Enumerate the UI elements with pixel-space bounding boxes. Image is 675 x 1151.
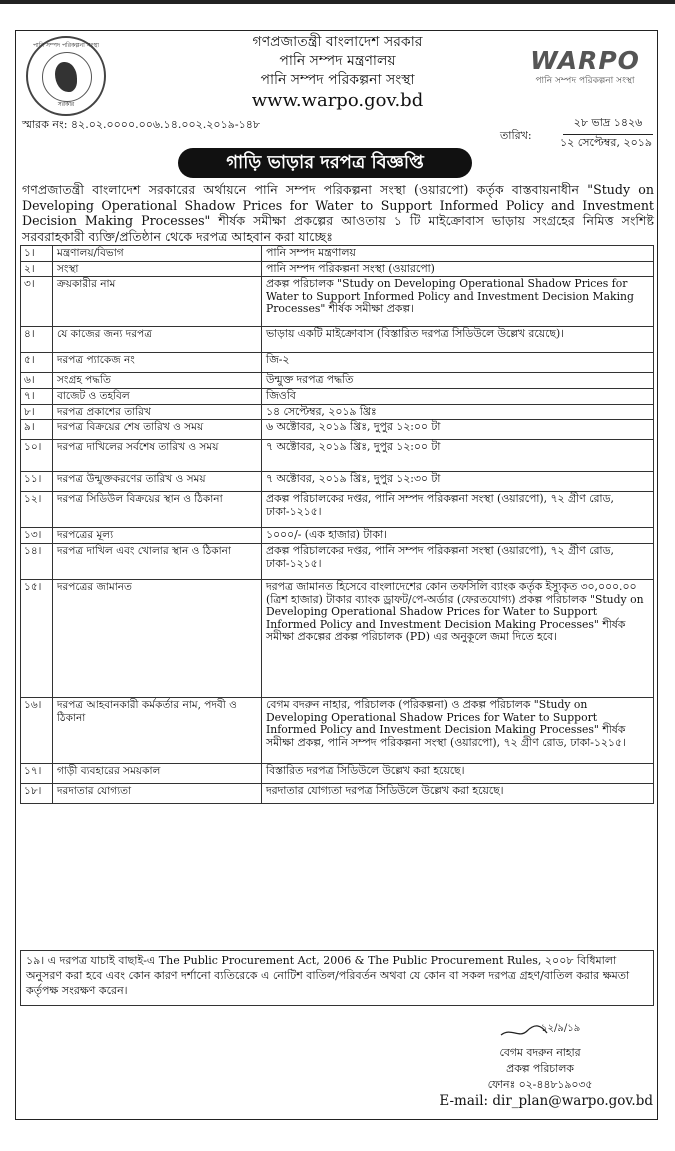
- table-row: [21, 327, 654, 353]
- row-num: ৩।: [21, 277, 53, 327]
- table-row: [21, 246, 654, 262]
- row-num: ২।: [21, 261, 53, 277]
- signer-email: E-mail: dir_plan@warpo.gov.bd: [439, 1093, 653, 1109]
- row-label: সংগ্রহ পদ্ধতি: [53, 373, 262, 389]
- date-bangla: ২৮ ভাদ্র ১৪২৬: [563, 114, 653, 135]
- header-website: www.warpo.gov.bd: [251, 90, 424, 111]
- header-line-government: গণপ্রজাতন্ত্রী বাংলাদেশ সরকার: [252, 34, 423, 50]
- memo-reference: স্মারক নং: ৪২.০২.০০০০.০০৬.১৪.০০২.২০১৯-১৪৮: [22, 118, 260, 131]
- row-label: দরপত্র উন্মুক্তকরণের তারিখ ও সময়: [53, 472, 262, 492]
- intro-paragraph: গণপ্রজাতন্ত্রী বাংলাদেশ সরকারের অর্থায়নে পানি সম্পদ পরিকল্পনা সংস্থা (ওয়ারপো) কর্তৃক বাস্তবায়নাধীন "Study on Developing Operational Shadow Prices for Water to Support Informed Policy and Investment Decision Making Processes" শীর্ষক সমীক্ষা প্রকল্পের আওতায় ১ টি মাইক্রোবাস ভাড়ায় সংগ্রহের নিমিত্ত সংশিষ্ট সরবরাহকারী ব্যক্তি/প্রতিষ্ঠান থেকে দরপত্র আহবান করা যাচ্ছেঃ: [22, 182, 654, 244]
- row-value: ১৪ সেপ্টেম্বর, ২০১৯ খ্রিঃ: [262, 404, 654, 420]
- row-num: ১২।: [21, 492, 53, 528]
- row-num: ১৬।: [21, 698, 53, 764]
- row-value: উন্মুক্ত দরপত্র পদ্ধতি: [262, 373, 654, 389]
- signer-phone: ফোনঃ ০২-৪৪৮১৯০৩৫: [487, 1078, 593, 1091]
- table-row: [21, 580, 654, 698]
- row-num: ১৩।: [21, 528, 53, 544]
- signature-date: ১২/৯/১৯: [541, 1023, 581, 1034]
- top-rule: [0, 0, 675, 4]
- letterhead: [150, 33, 525, 112]
- row-label: দরপত্র দাখিল এবং খোলার স্থান ও ঠিকানা: [53, 544, 262, 580]
- row-value: ৭ অক্টোবর, ২০১৯ খ্রিঃ, দুপুর ১২:০০ টা: [262, 440, 654, 472]
- row-num: ৭।: [21, 389, 53, 405]
- table-row: [21, 528, 654, 544]
- warpo-logo: [520, 46, 650, 88]
- row-num: ৯।: [21, 420, 53, 440]
- table-row: [21, 373, 654, 389]
- row-value: প্রকল্প পরিচালকের দপ্তর, পানি সম্পদ পরিকল্পনা সংস্থা (ওয়ারপো), ৭২ গ্রীণ রোড, ঢাকা-১২১৫।: [262, 492, 654, 528]
- row-label: দরপত্র সিডিউল বিক্রয়ের স্থান ও ঠিকানা: [53, 492, 262, 528]
- tender-details-table: [20, 245, 654, 804]
- logo-text: WARPO: [530, 46, 640, 75]
- row-value: জিওবি: [262, 389, 654, 405]
- row-label: গাড়ী ব্যবহারের সময়কাল: [53, 764, 262, 784]
- table-row: [21, 277, 654, 327]
- row-value: ভাড়ায় একটি মাইক্রোবাস (বিস্তারিত দরপত্র সিডিউলে উল্লেখ রয়েছে)।: [262, 327, 654, 353]
- table-row: [21, 261, 654, 277]
- row-label: দরপত্র প্যাকেজ নং: [53, 353, 262, 373]
- row-value: পানি সম্পদ মন্ত্রণালয়: [262, 246, 654, 262]
- table-row: [21, 492, 654, 528]
- table-row: [21, 353, 654, 373]
- row-label: ক্রয়কারীর নাম: [53, 277, 262, 327]
- row-label: দরপত্র প্রকাশের তারিখ: [53, 404, 262, 420]
- government-seal: [26, 36, 106, 116]
- signer-name: বেগম বদরুন নাহার: [499, 1046, 581, 1059]
- legal-note: ১৯। এ দরপত্র যাচাই বাছাই-এ The Public Procurement Act, 2006 & The Public Procurement Rules, ২০০৮ বিধিমালা অনুসরণ করা হবে এবং কোন কারণ দর্শানো ব্যতিরেকে এ নোটিশ বাতিল/পরিবর্তন অথবা যে কোন বা সকল দরপত্র গ্রহণ/বাতিল করার ক্ষমতা কর্তৃপক্ষ সংরক্ষণ করেন।: [20, 950, 654, 1006]
- row-num: ১।: [21, 246, 53, 262]
- row-label: দরপত্র আহবানকারী কর্মকর্তার নাম, পদবী ও ঠিকানা: [53, 698, 262, 764]
- row-label: বাজেট ও তহবিল: [53, 389, 262, 405]
- row-num: ১৭।: [21, 764, 53, 784]
- row-num: ৮।: [21, 404, 53, 420]
- row-label: দরপত্র বিক্রয়ের শেষ তারিখ ও সময়: [53, 420, 262, 440]
- row-value: বিস্তারিত দরপত্র সিডিউলে উল্লেখ করা হয়েছে।: [262, 764, 654, 784]
- table-row: [21, 544, 654, 580]
- row-label: যে কাজের জন্য দরপত্র: [53, 327, 262, 353]
- row-label: সংস্থা: [53, 261, 262, 277]
- signer-designation: প্রকল্প পরিচালক: [506, 1062, 574, 1075]
- row-value: ৬ অক্টোবর, ২০১৯ খ্রিঃ, দুপুর ১২:০০ টা: [262, 420, 654, 440]
- row-label: দরদাতার যোগ্যতা: [53, 784, 262, 804]
- header-line-agency: পানি সম্পদ পরিকল্পনা সংস্থা: [260, 72, 415, 88]
- row-num: ৪।: [21, 327, 53, 353]
- table-row: [21, 389, 654, 405]
- table-row: [21, 784, 654, 804]
- row-value: পানি সম্পদ পরিকল্পনা সংস্থা (ওয়ারপো): [262, 261, 654, 277]
- row-value: প্রকল্প পরিচালক "Study on Developing Operational Shadow Prices for Water to Support Informed Policy and Investment Decision Making Processes" শীর্ষক সমীক্ষা প্রকল্প।: [262, 277, 654, 327]
- row-label: দরপত্রের মূল্য: [53, 528, 262, 544]
- seal-top-text: পানি সম্পদ পরিকল্পনা সংস্থা: [32, 42, 100, 49]
- row-num: ৬।: [21, 373, 53, 389]
- row-value: বেগম বদরুন নাহার, পরিচালক (পরিকল্পনা) ও প্রকল্প পরিচালক "Study on Developing Operational Shadow Prices for Water to Support Informed Policy and Investment Decision Making Processes" শীর্ষক সমীক্ষা প্রকল্প, পানি সম্পদ পরিকল্পনা সংস্থা (ওয়ারপো), ৭২ গ্রীণ রোড, ঢাকা-১২১৫।: [262, 698, 654, 764]
- row-num: ১১।: [21, 472, 53, 492]
- notice-title: গাড়ি ভাড়ার দরপত্র বিজ্ঞপ্তি: [178, 148, 472, 178]
- row-label: দরপত্রের জামানত: [53, 580, 262, 698]
- row-label: দরপত্র দাখিলের সর্বশেষ তারিখ ও সময়: [53, 440, 262, 472]
- row-value: ১০০০/- (এক হাজার) টাকা।: [262, 528, 654, 544]
- logo-subtitle: পানি সম্পদ পরিকল্পনা সংস্থা: [535, 76, 635, 86]
- row-value: প্রকল্প পরিচালকের দপ্তর, পানি সম্পদ পরিকল্পনা সংস্থা (ওয়ারপো), ৭২ গ্রীণ রোড, ঢাকা-১২১৫।: [262, 544, 654, 580]
- row-num: ১০।: [21, 440, 53, 472]
- row-num: ৫।: [21, 353, 53, 373]
- row-value: দরদাতার যোগ্যতা দরপত্র সিডিউলে উল্লেখ করা হয়েছে।: [262, 784, 654, 804]
- row-value: দরপত্র জামানত হিসেবে বাংলাদেশের কোন তফসিলি ব্যাংক কর্তৃক ইস্যুকৃত ৩০,০০০.০০ (ত্রিশ হাজার) টাকার ব্যাংক ড্রাফট/পে-অর্ডার (ফেরতযোগ্য) প্রকল্প পরিচালক "Study on Developing Operational Shadow Prices for Water to Support Informed Policy and Investment Decision Making Processes" শীর্ষক সমীক্ষা প্রকল্পের প্রকল্প পরিচালক (PD) এর অনুকূলে জমা দিতে হবে।: [262, 580, 654, 698]
- row-value: জি-২: [262, 353, 654, 373]
- table-row: [21, 420, 654, 440]
- header-line-ministry: পানি সম্পদ মন্ত্রণালয়: [279, 53, 396, 69]
- table-row: [21, 404, 654, 420]
- date-label: তারিখ:: [500, 129, 532, 142]
- seal-bottom-text: সরকার: [57, 101, 75, 108]
- row-num: ১৪।: [21, 544, 53, 580]
- row-value: ৭ অক্টোবর, ২০১৯ খ্রিঃ, দুপুর ১২:৩০ টা: [262, 472, 654, 492]
- table-row: [21, 472, 654, 492]
- row-label: মন্ত্রণালয়/বিভাগ: [53, 246, 262, 262]
- date-english: ১২ সেপ্টেম্বর, ২০১৯: [559, 136, 653, 149]
- table-row: [21, 764, 654, 784]
- table-row: [21, 440, 654, 472]
- table-row: [21, 698, 654, 764]
- row-num: ১৫।: [21, 580, 53, 698]
- signature-block: [430, 1045, 650, 1093]
- row-num: ১৮।: [21, 784, 53, 804]
